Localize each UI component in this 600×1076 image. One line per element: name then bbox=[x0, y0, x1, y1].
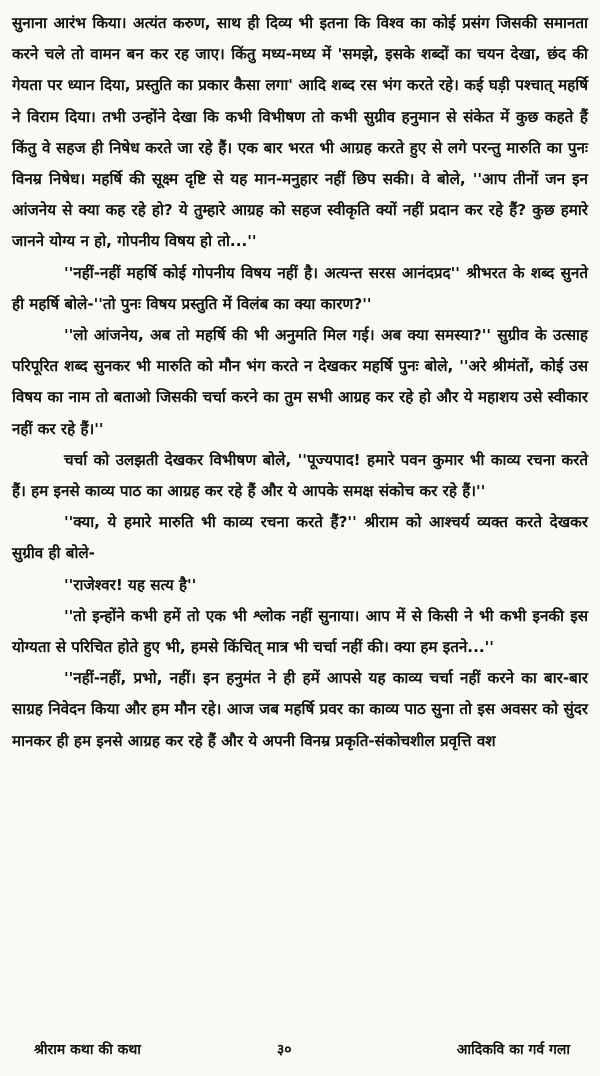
paragraph-4: चर्चा को उलझती देखकर विभीषण बोले, ''पूज्यपाद! हमारे पवन कुमार भी काव्य रचना करते हैं। हम इनसे काव्य पाठ का आग्रह कर रहे हैं और ये आपके समक्ष संकोच कर रहे हैं।'' bbox=[12, 450, 588, 501]
paragraph-2: ''नहीं-नहीं महर्षि कोई गोपनीय विषय नहीं है। अत्यन्त सरस आनंदप्रद'' श्रीभरत के शब्द सुनते ही महर्षि बोले-''तो पुनः विषय प्रस्तुति में विलंब का क्या कारण?'' bbox=[12, 263, 588, 313]
paragraph-5: ''क्या, ये हमारे मारुति भी काव्य रचना करते हैं?'' श्रीराम को आश्चर्य व्यक्त करते देखकर सुग्रीव ही बोले- bbox=[12, 513, 588, 563]
footer-book-title: श्रीराम कथा की कथा bbox=[34, 1042, 141, 1058]
paragraph-3: ''लो आंजनेय, अब तो महर्षि की भी अनुमति मिल गई। अब क्या समस्या?'' सुग्रीव के उत्साह परिपूरित शब्द सुनकर भी मारुति को मौन भंग करते न देखकर महर्षि पुनः बोले, ''अरे श्रीमंतों, कोई उस विषय का नाम तो बताओ जिसकी चर्चा करने का तुम सभी आग्रह कर रहे हो और ये महाशय उसे स्वीकार नहीं कर रहे हैं।'' bbox=[12, 326, 588, 438]
body-text bbox=[12, 8, 588, 757]
paragraph-8: ''नहीं-नहीं, प्रभो, नहीं। इन हनुमंत ने ही हमें आपसे यह काव्य चर्चा नहीं करने का बार-बार साग्रह निवेदन किया और हम मौन रहे। आज जब महर्षि प्रवर का काव्य पाठ सुना तो इस अवसर को सुंदर मानकर ही हम इनसे आग्रह कर रहे हैं और ये अपनी विनम्र प्रकृति-संकोचशील प्रवृत्ति वश bbox=[12, 669, 588, 750]
footer-chapter-title: आदिकवि का गर्व गला bbox=[456, 1042, 570, 1058]
paragraph-7: ''तो इन्होंने कभी हमें तो एक भी श्लोक नहीं सुनाया। आप में से किसी ने भी कभी इनकी इस योग्यता से परिचित होते हुए भी, हमसे किंचित् मात्र भी चर्चा नहीं की। क्या हम इतने...'' bbox=[12, 606, 588, 657]
paragraph-6: ''राजेश्वर! यह सत्य है'' bbox=[64, 575, 197, 594]
page-number: ३० bbox=[277, 1042, 292, 1058]
page-footer bbox=[12, 1040, 588, 1064]
paragraph-1: सुनाना आरंभ किया। अत्यंत करुण, साथ ही दिव्य भी इतना कि विश्व का कोई प्रसंग जिसकी समानता करने चले तो वामन बन कर रह जाए। किंतु मध्य-मध्य में 'समझे, इसके शब्दों का चयन देखा, छंद की गेयता पर ध्यान दिया, प्रस्तुति का प्रकार कैसा लगा' आदि शब्द रस भंग करते रहे। कई घड़ी पश्चात् महर्षि ने विराम दिया। तभी उन्होंने देखा कि कभी विभीषण तो कभी सुग्रीव हनुमान से संकेत में कुछ कहते हैं किंतु वे सहज ही निषेध करते जा रहे हैं। एक बार भरत भी आग्रह करते हुए से लगे परन्तु मारुति का पुनः विनम्र निषेध। महर्षि की सूक्ष्म दृष्टि से यह मान-मनुहार नहीं छिप सकी। वे बोले, ''आप तीनों जन इन आंजनेय से क्या कह रहे हो? ये तुम्हारे आग्रह को सहज स्वीकृति क्यों नहीं प्रदान कर रहे हैं? कुछ हमारे जानने योग्य न हो, गोपनीय विषय हो तो...'' bbox=[12, 14, 588, 251]
